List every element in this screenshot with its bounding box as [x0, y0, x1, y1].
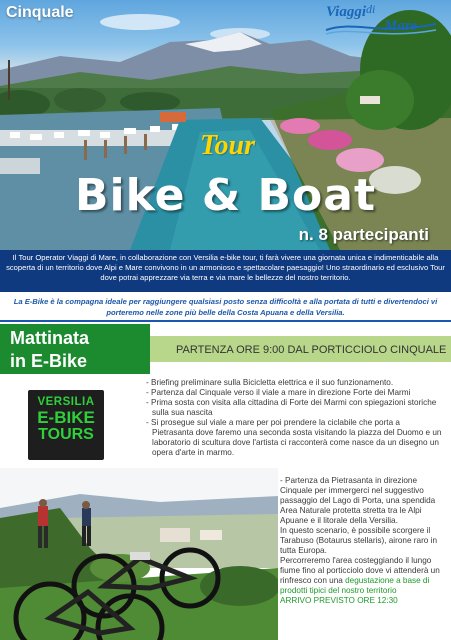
- morning-section-label: [0, 324, 150, 374]
- return-paragraph-3-text: Percorreremo l'area costeggiando il lungo fiume fino al porticciolo dove vi attenderà un rinfresco con una: [280, 556, 440, 585]
- tasting-highlight: degustazione a base di prodotti tipici del nostro territorio: [280, 576, 430, 595]
- arrival-time: ARRIVO PREVISTO ORE 12:30: [280, 596, 398, 605]
- return-itinerary: [280, 476, 446, 606]
- versilia-ebike-logo: [28, 390, 104, 460]
- list-item: - Partenza dal Cinquale verso il viale a mare in direzione Forte dei Marmi: [146, 388, 411, 397]
- return-paragraph-2: In questo scenario, è possibile scorgere il Tarabuso (Botaurus stellaris), airone raro in tutta Europa.: [280, 526, 437, 555]
- divider: [0, 320, 451, 322]
- brand-line2: di: [366, 2, 376, 16]
- participants-count: n. 8 partecipanti: [298, 225, 429, 244]
- morning-itinerary: [146, 378, 442, 458]
- location-label: Cinquale: [6, 4, 74, 21]
- logo-line1: VERSILIA: [37, 396, 95, 408]
- list-item: - Si prosegue sul viale a mare per poi prendere la ciclabile che porta a Pietrasanta dove faremo una seconda sosta visitando la piazza del Duomo e un laboratorio di scultura dove l'artista ci racconterà come nasce da un disegno un opera d'arte in marmo.: [146, 418, 442, 457]
- page-title: Bike & Boat: [74, 170, 377, 221]
- hero-banner: [0, 0, 451, 250]
- logo-line2: E-BIKE: [37, 408, 95, 427]
- return-paragraph-3: [280, 556, 446, 596]
- morning-label-line2: in E-Bike: [10, 351, 88, 371]
- return-paragraph-1: - Partenza da Pietrasanta in direzione Cinquale per immergerci nel suggestivo passaggio del Lago di Porta, una spendida Area Naturale protetta stretta tra le Alpi Apuane e il litorale della Versilia.: [280, 476, 436, 525]
- morning-label-line1: Mattinata: [10, 328, 90, 348]
- tour-word: Tour: [200, 130, 256, 161]
- bikes-scene-illustration: [0, 468, 278, 640]
- intro-paragraph: Il Tour Operator Viaggi di Mare, in collaborazione con Versilia e-bike tour, ti farà vivere una giornata unica e indimenticabile alla scoperta di un territorio dove Alpi e Mare convivono in un armonioso e spettacolare paesaggio! Uno straordinario ed esclusivo Tour dove potrai apprezzare via terra e via mare le bellezze del nostro territorio.: [0, 250, 451, 292]
- list-item: - Prima sosta con visita alla cittadina di Forte dei Marmi con spiegazioni storiche sulla sua nascita: [146, 398, 437, 417]
- brand-line3: Mare: [384, 18, 418, 34]
- cyclists-photo: [0, 468, 278, 640]
- brand-logo: [324, 2, 439, 44]
- logo-line3: TOURS: [38, 426, 94, 443]
- brand-line1: Viaggi: [326, 4, 367, 20]
- departure-time: PARTENZA ORE 9:00 DAL PORTICCIOLO CINQUALE: [176, 344, 447, 356]
- ebike-paragraph: La E-Bike è la compagna ideale per raggiungere qualsiasi posto senza difficoltà e alla portata di tutti e divertendoci vi porteremo nelle zone più belle della Costa Apuana e della Versilia.: [13, 297, 438, 317]
- list-item: - Briefing preliminare sulla Bicicletta elettrica e il suo funzionamento.: [146, 378, 394, 387]
